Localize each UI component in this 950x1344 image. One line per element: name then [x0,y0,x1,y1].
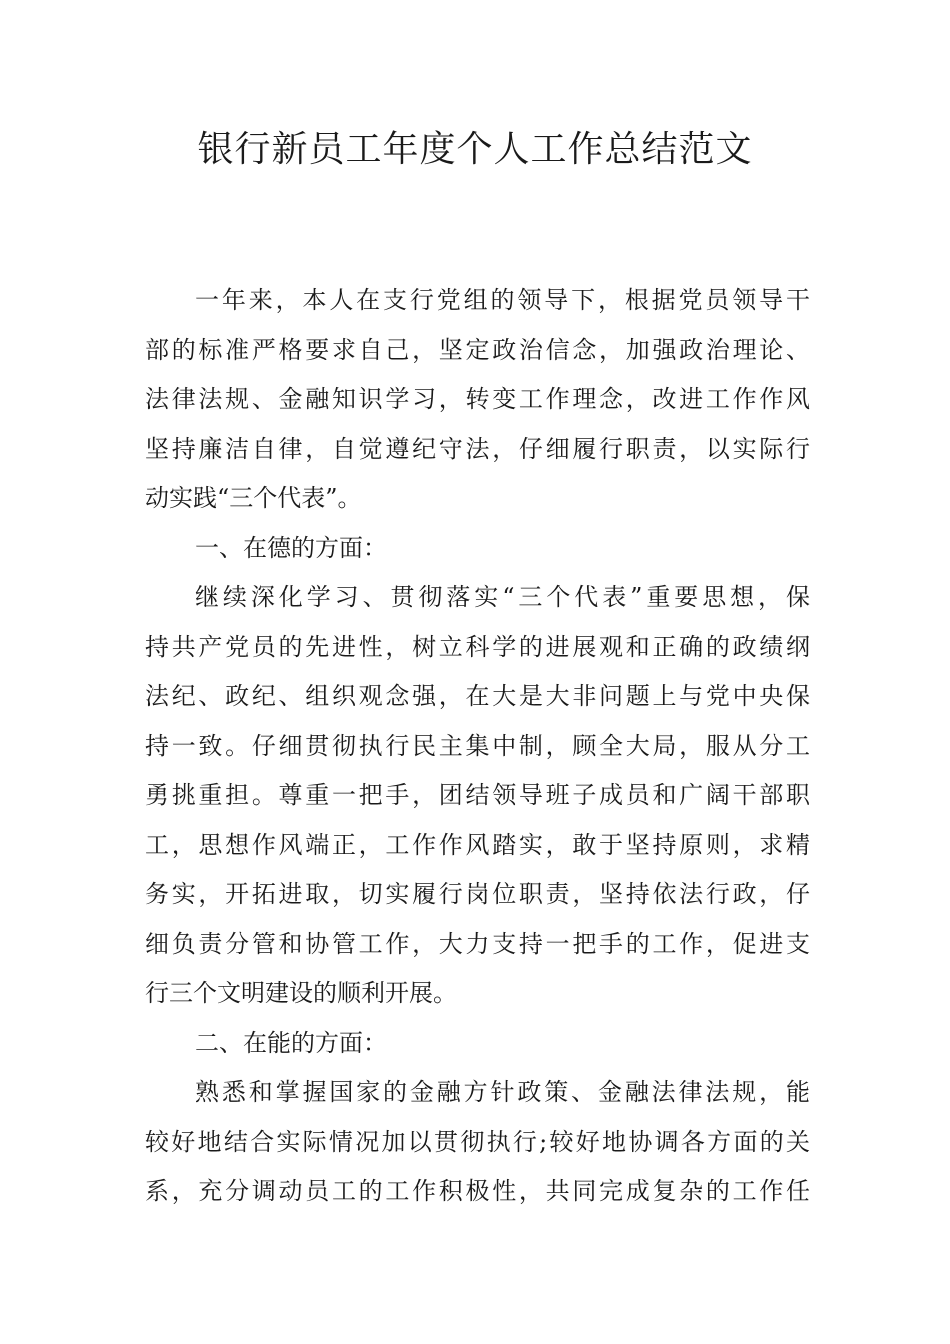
text-line: 行三个文明建设的顺利开展。 [145,979,457,1007]
section-heading-neng: 二、在能的方面： [195,1028,387,1057]
document-body [145,276,810,1217]
text-line: 细负责分管和协管工作，大力支持一把手的工作，促进支 [145,929,810,958]
document-title: 银行新员工年度个人工作总结范文 [197,129,753,170]
text-line: 持一致。仔细贯彻执行民主集中制，顾全大局，服从分工 [145,731,810,760]
text-line: 较好地结合实际情况加以贯彻执行;较好地协调各方面的关 [145,1127,810,1156]
text-line: 勇挑重担。尊重一把手，团结领导班子成员和广阔干部职 [145,781,810,809]
text-line: 法纪、政纪、组织观念强，在大是大非问题上与党中央保 [145,682,810,710]
text-line: 熟悉和掌握国家的金融方针政策、金融法律法规，能 [195,1078,810,1106]
text-line: 工，思想作风端正，工作作风踏实，敢于坚持原则，求精 [145,830,810,859]
section-heading-de: 一、在德的方面： [195,533,387,562]
text-line: 动实践“三个代表”。 [145,484,362,512]
text-line: 部的标准严格要求自己，坚定政治信念，加强政治理论、 [145,335,810,364]
text-line: 系，充分调动员工的工作积极性，共同完成复杂的工作任 [145,1177,810,1205]
text-line: 一年来，本人在支行党组的领导下，根据党员领导干 [195,286,810,314]
text-line: 继续深化学习、贯彻落实“三个代表”重要思想，保 [195,583,810,611]
text-line: 坚持廉洁自律，自觉遵纪守法，仔细履行职责，以实际行 [145,434,810,463]
text-line: 法律法规、金融知识学习，转变工作理念，改进工作作风 [145,385,810,413]
text-line: 持共产党员的先进性，树立科学的进展观和正确的政绩纲 [145,632,810,661]
text-line: 务实，开拓进取，切实履行岗位职责，坚持依法行政，仔 [145,880,810,908]
